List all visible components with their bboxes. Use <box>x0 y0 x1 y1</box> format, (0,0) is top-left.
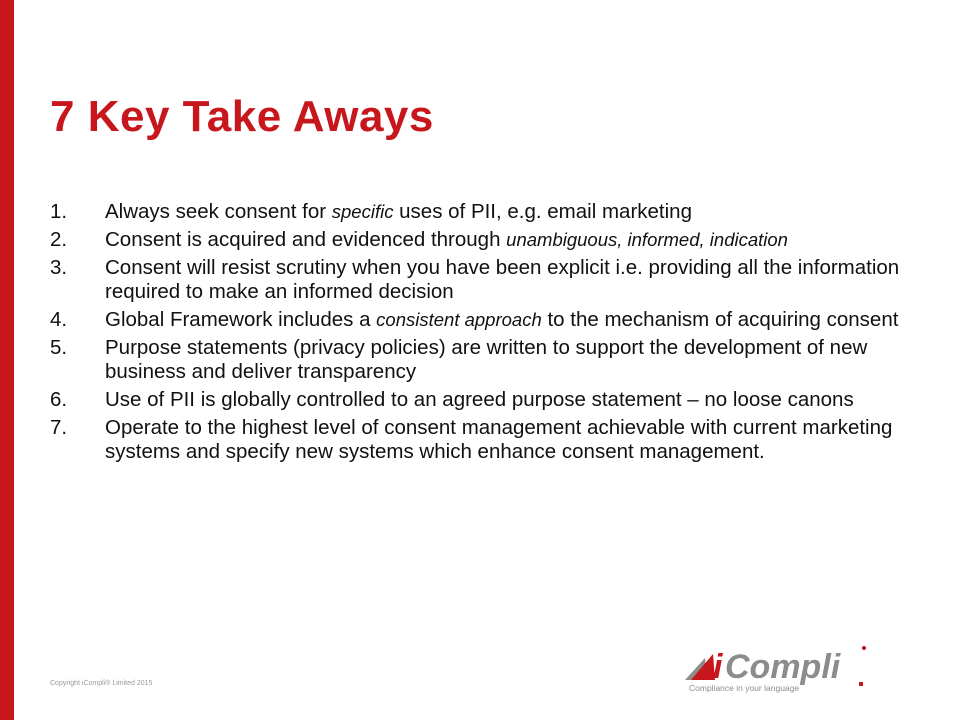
emphasis-text: consistent approach <box>376 309 542 330</box>
item-text-segment: Always seek consent for <box>105 200 332 223</box>
emphasis-text: specific <box>331 201 394 222</box>
takeaway-item <box>50 416 900 464</box>
item-text-segment: Use of PII is globally controlled to an agreed purpose statement – no loose canons <box>105 388 854 411</box>
icompli-logo <box>683 642 873 696</box>
item-text-5 <box>105 388 854 411</box>
item-number: 6. <box>50 388 68 411</box>
item-text-segment: Purpose statements (privacy policies) are written to support the development of new business and deliver transparency <box>105 336 868 383</box>
item-text-segment: Consent is acquired and evidenced through <box>105 228 507 251</box>
left-accent-bar <box>0 0 14 720</box>
item-text-segment: Operate to the highest level of consent management achievable with current marketing systems and specify new systems which enhance consent management. <box>105 416 893 463</box>
item-text-4 <box>105 336 867 383</box>
svg-text:i: i <box>713 648 723 686</box>
item-number: 5. <box>50 336 68 359</box>
emphasis-text: unambiguous, informed, indication <box>506 229 788 250</box>
takeaway-item <box>50 256 900 304</box>
item-number: 2. <box>50 228 68 251</box>
item-text-2 <box>105 256 899 303</box>
item-text-segment: Global Framework includes a <box>105 308 377 331</box>
item-text-segment: to the mechanism of acquiring consent <box>541 308 899 331</box>
svg-text:Compliance in your language: Compliance in your language <box>689 683 800 693</box>
takeaway-item <box>50 388 900 412</box>
copyright-notice: Copyright iCompli® Limited 2015 <box>50 680 153 687</box>
takeaway-list <box>50 200 900 468</box>
item-number: 7. <box>50 416 68 439</box>
item-text-segment: Consent will resist scrutiny when you have been explicit i.e. providing all the information required to make an informed decision <box>105 256 900 303</box>
item-text-1 <box>105 228 788 251</box>
takeaway-item <box>50 308 900 332</box>
slide-title: 7 Key Take Aways <box>50 92 434 141</box>
item-text-0 <box>105 200 692 223</box>
item-text-3 <box>105 308 898 331</box>
item-number: 4. <box>50 308 68 331</box>
takeaway-item <box>50 200 900 224</box>
item-text-6 <box>105 416 892 463</box>
takeaway-item <box>50 228 900 252</box>
item-number: 1. <box>50 200 68 223</box>
item-text-segment: uses of PII, e.g. email marketing <box>393 200 692 223</box>
svg-text:Compli: Compli <box>725 648 841 686</box>
item-number: 3. <box>50 256 68 279</box>
takeaway-item <box>50 336 900 384</box>
